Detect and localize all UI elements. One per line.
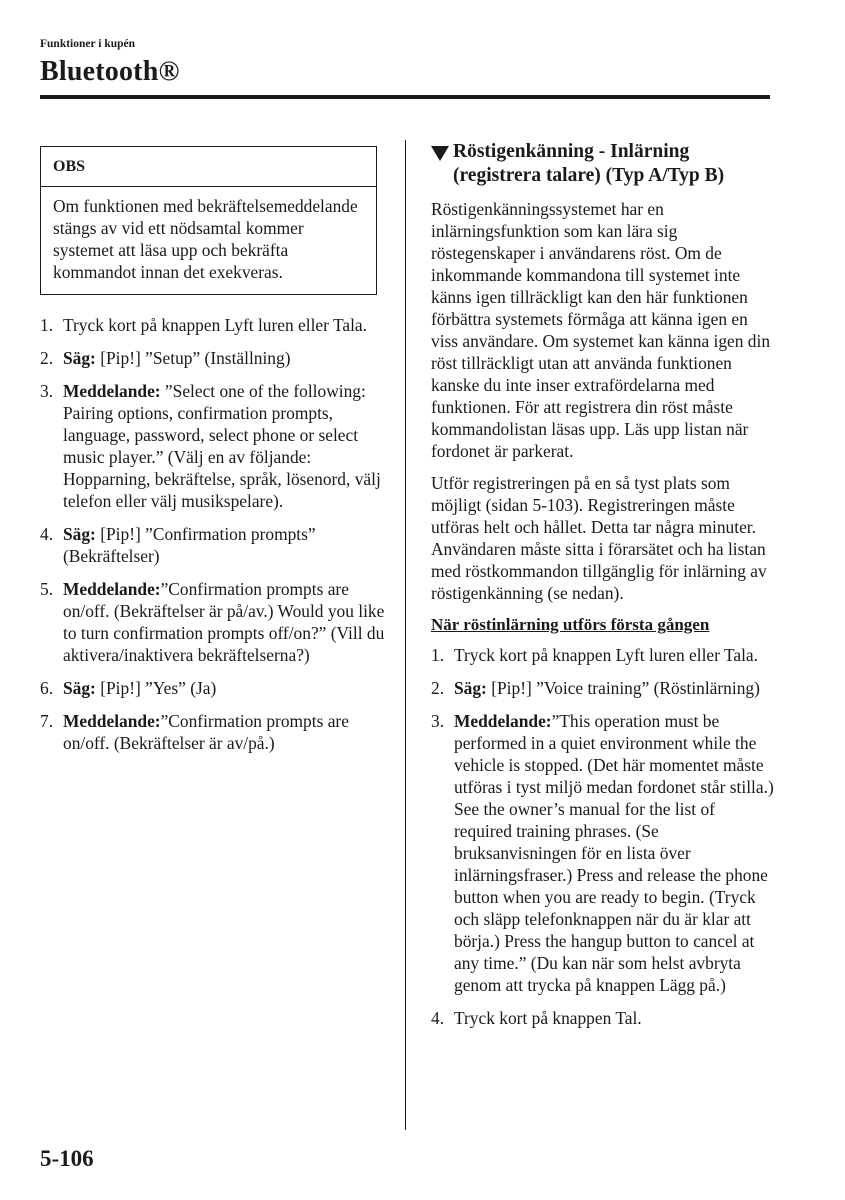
column-divider: [405, 140, 406, 1130]
left-column: [40, 146, 385, 765]
note-box: [40, 146, 377, 295]
triangle-down-icon: [431, 146, 449, 161]
underlined-subheading: När röstinlärning utförs första gången: [431, 615, 710, 634]
left-steps-list: [40, 314, 385, 754]
list-item: [40, 523, 385, 567]
note-body: Om funktionen med bekräftelsemeddelande stängs av vid ett nödsamtal kommer systemet att läsa upp och bekräfta kommandot innan det exekveras.: [53, 196, 358, 282]
step-keyword: Meddelande:: [63, 711, 161, 731]
step-text: [Pip!] ”Yes” (Ja): [95, 678, 217, 698]
step-number: 4.: [40, 524, 54, 544]
list-item: [40, 578, 385, 666]
step-keyword: Säg:: [63, 348, 96, 368]
list-item: [40, 380, 385, 512]
section-heading-text: Röstigenkänning - Inlärning (registrera talare) (Typ A/Typ B): [453, 141, 725, 186]
step-text: ”Select one of the following: Pairing options, confirmation prompts, language, password, select phone or select music player.” (Välj en av följande: Hopparning, bekräftelse, språk, lösenord, välj telefon eller välj musikspelare).: [63, 381, 381, 511]
step-keyword: Säg:: [454, 678, 487, 698]
step-text: ”Confirmation prompts are on/off. (Bekräftelser är av/på.): [63, 711, 349, 753]
intro-paragraph: Röstigenkänningssystemet har en inlärningsfunktion som kan lära sig röstegenskaper i användarens röst. Om de inkommande kommandona till systemet inte känns igen tillräckligt kan den här funktionen förbättra systemets förmåga att känna igen en viss användare. Om systemet kan känna igen din röst tillräckligt utan att använda funktionen kanske du inte inser extrafördelarna med funktionen. För att registrera din röst måste kommandolistan läsas upp. Läs upp listan när fordonet är parkerat.: [431, 199, 771, 461]
step-number: 1.: [431, 645, 445, 665]
step-keyword: Meddelande:: [454, 711, 552, 731]
step-number: 6.: [40, 678, 54, 698]
step-text: Tryck kort på knappen Lyft luren eller Tala.: [63, 315, 368, 335]
list-item: [40, 710, 385, 754]
list-item: [431, 677, 776, 699]
step-number: 4.: [431, 1008, 445, 1028]
step-text: Tryck kort på knappen Tal.: [454, 1008, 642, 1028]
right-steps-list: [431, 644, 776, 1029]
step-number: 1.: [40, 315, 54, 335]
instruction-paragraph: Utför registreringen på en så tyst plats som möjligt (sidan 5-103). Registreringen måste utföras helt och hållet. Detta tar några minuter. Användaren måste sitta i förarsätet och ha listan med röstkommandon tillgänglig för inlärning av röstigenkänning (se nedan).: [431, 473, 767, 603]
step-text: ”This operation must be performed in a quiet environment while the vehicle is stopped. (Det här momentet måste utföras i tyst miljö medan fordonet står stilla.) See the owner’s manual for the list of required training phrases. (Se bruksanvisningen för en lista över inlärningsfraser.) Press and release the phone button when you are ready to begin. (Tryck och släpp telefonknappen när du är klar att börja.) Press the hangup button to cancel at any time.” (Du kan när som helst avbryta genom att trycka på knappen Lägg på.): [454, 711, 774, 995]
step-text: [Pip!] ”Confirmation prompts” (Bekräftelser): [63, 524, 316, 566]
step-text: Tryck kort på knappen Lyft luren eller Tala.: [454, 645, 759, 665]
page-number: 5-106: [40, 1146, 94, 1171]
right-column: [431, 140, 776, 1040]
step-number: 5.: [40, 579, 54, 599]
step-keyword: Meddelande:: [63, 381, 161, 401]
header-rule: [40, 95, 770, 99]
list-item: [40, 677, 385, 699]
section-label: Funktioner i kupén: [40, 38, 136, 50]
step-text: ”Confirmation prompts are on/off. (Bekräftelser är på/av.) Would you like to turn confirmation prompts off/on?” (Vill du aktivera/inaktivera bekräftelserna?): [63, 579, 385, 665]
list-item: [431, 644, 776, 666]
step-keyword: Säg:: [63, 678, 96, 698]
step-text: [Pip!] ”Setup” (Inställning): [95, 348, 291, 368]
step-number: 2.: [431, 678, 445, 698]
list-item: [431, 710, 776, 996]
step-keyword: Meddelande:: [63, 579, 161, 599]
note-heading: OBS: [41, 147, 376, 187]
step-number: 7.: [40, 711, 54, 731]
page-title: Bluetooth®: [40, 56, 180, 87]
step-keyword: Säg:: [63, 524, 96, 544]
step-number: 3.: [40, 381, 54, 401]
list-item: [431, 1007, 776, 1029]
section-heading: [431, 140, 776, 188]
list-item: [40, 347, 385, 369]
step-number: 2.: [40, 348, 54, 368]
step-number: 3.: [431, 711, 445, 731]
list-item: [40, 314, 385, 336]
step-text: [Pip!] ”Voice training” (Röstinlärning): [486, 678, 760, 698]
